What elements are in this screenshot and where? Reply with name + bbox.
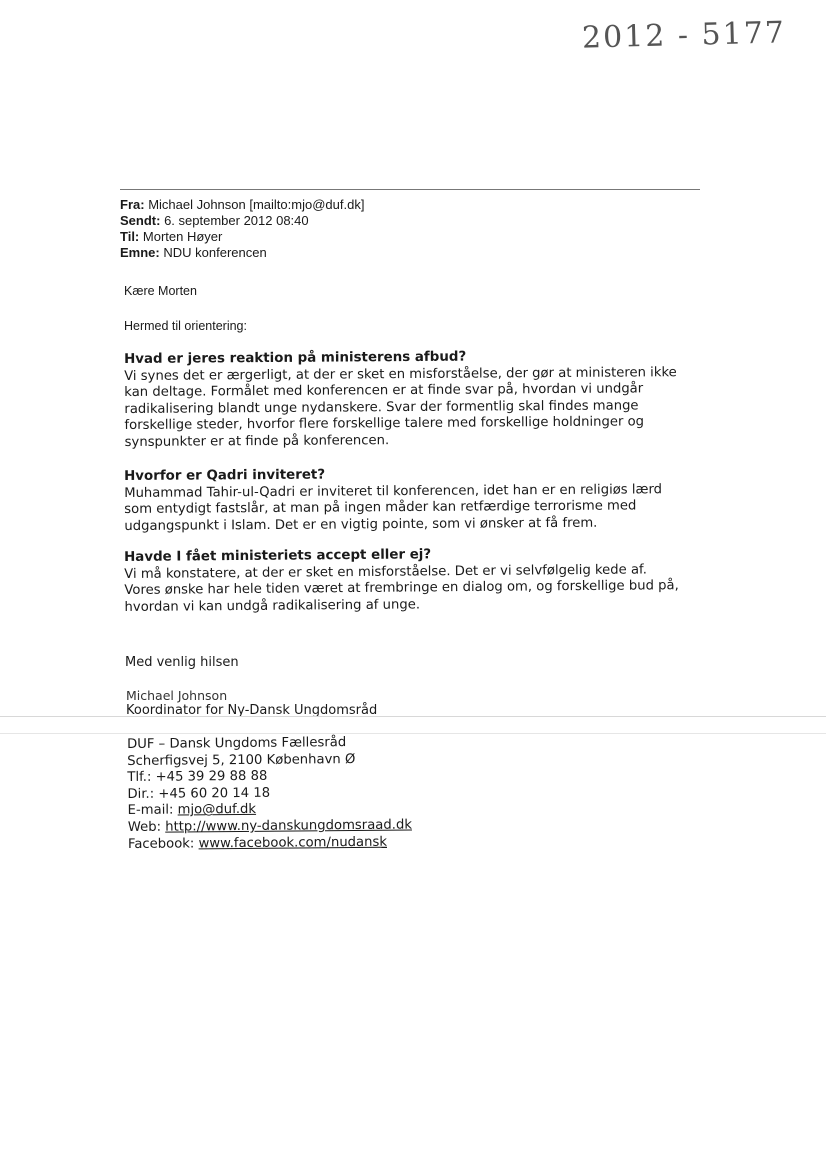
scan-artifact-line	[0, 733, 826, 734]
section-line: radikalisering blandt unge nydanskere. Svar der formentlig skal findes mange	[124, 397, 639, 417]
sent-label: Sendt:	[120, 213, 161, 228]
qa-section-2	[124, 465, 714, 535]
section-line: kan deltage. Formålet med konferencen er at finde svar på, hvordan vi undgår	[124, 381, 644, 400]
direct-value: +45 60 20 14 18	[158, 785, 271, 802]
phone-label: Tlf.:	[127, 769, 152, 786]
facebook-link[interactable]: www.facebook.com/nudansk	[198, 834, 388, 851]
phone-value: +45 39 29 88 88	[155, 768, 268, 785]
web-label: Web:	[127, 819, 162, 835]
section-line: Vi må konstatere, at der er sket en misforståelse. Det er vi selvfølgelig kede af.	[124, 561, 647, 582]
signature-name: Michael Johnson	[126, 688, 228, 703]
contact-block	[127, 735, 412, 854]
section-line: synspunkter er at finde på konferencen.	[124, 432, 390, 450]
closing-salutation: Med venlig hilsen	[125, 655, 239, 670]
direct-label: Dir.:	[127, 786, 155, 802]
section-line: hvordan vi kan undgå radikalisering af unge.	[124, 596, 421, 615]
section-line: Vi synes det er ærgerligt, at der er sket en misforståelse, der gør at ministeren ikke	[124, 364, 677, 384]
from-row	[120, 197, 364, 213]
address: Scherfigsvej 5, 2100 København Ø	[127, 751, 356, 769]
qa-section-3	[124, 545, 715, 616]
section-line: forskellige steder, hvorfor flere forskellige talere med forskellige holdninger og	[124, 414, 645, 433]
section-line: som entydigt fastslår, at man på ingen måder kan retfærdige terrorisme med	[124, 498, 637, 517]
greeting: Kære Morten	[124, 284, 197, 298]
header-divider	[120, 189, 700, 190]
section-heading: Hvorfor er Qadri inviteret?	[124, 467, 326, 484]
sent-row	[120, 213, 364, 229]
email-label: E-mail:	[127, 802, 174, 819]
from-label: Fra:	[120, 197, 145, 212]
section-line: Muhammad Tahir-ul-Qadri er inviteret til konferencen, idet han er en religiøs lærd	[124, 481, 663, 501]
section-heading: Havde I fået ministeriets accept eller ej?	[124, 547, 432, 565]
subject-label: Emne:	[120, 245, 160, 260]
web-link[interactable]: http://www.ny-danskungdomsraad.dk	[165, 817, 413, 835]
intro-line: Hermed til orientering:	[124, 319, 247, 333]
section-line: udgangspunkt i Islam. Det er en vigtig pointe, som vi ønsker at få frem.	[124, 515, 598, 534]
email-link[interactable]: mjo@duf.dk	[177, 802, 257, 818]
handwritten-case-number: 2012 - 5177	[581, 15, 787, 56]
facebook-label: Facebook:	[127, 835, 195, 852]
facebook-row	[128, 834, 412, 853]
to-row	[120, 229, 364, 245]
section-line: Vores ønske har hele tiden været at frembringe en dialog om, og forskellige bud på,	[124, 578, 679, 598]
section-heading: Hvad er jeres reaktion på ministerens afbud?	[124, 349, 467, 367]
qa-section-1	[124, 348, 715, 451]
to-label: Til:	[120, 229, 140, 244]
scan-artifact-line	[0, 716, 826, 717]
subject-value: NDU konferencen	[163, 245, 267, 260]
subject-row	[120, 245, 364, 261]
signature-title: Koordinator for Ny-Dansk Ungdomsråd	[126, 703, 378, 718]
to-value: Morten Høyer	[142, 229, 223, 244]
organization: DUF – Dansk Ungdoms Fællesråd	[127, 735, 347, 752]
from-value: Michael Johnson [mailto:mjo@duf.dk]	[148, 197, 365, 212]
email-header	[120, 197, 364, 261]
sent-value: 6. september 2012 08:40	[164, 213, 309, 228]
